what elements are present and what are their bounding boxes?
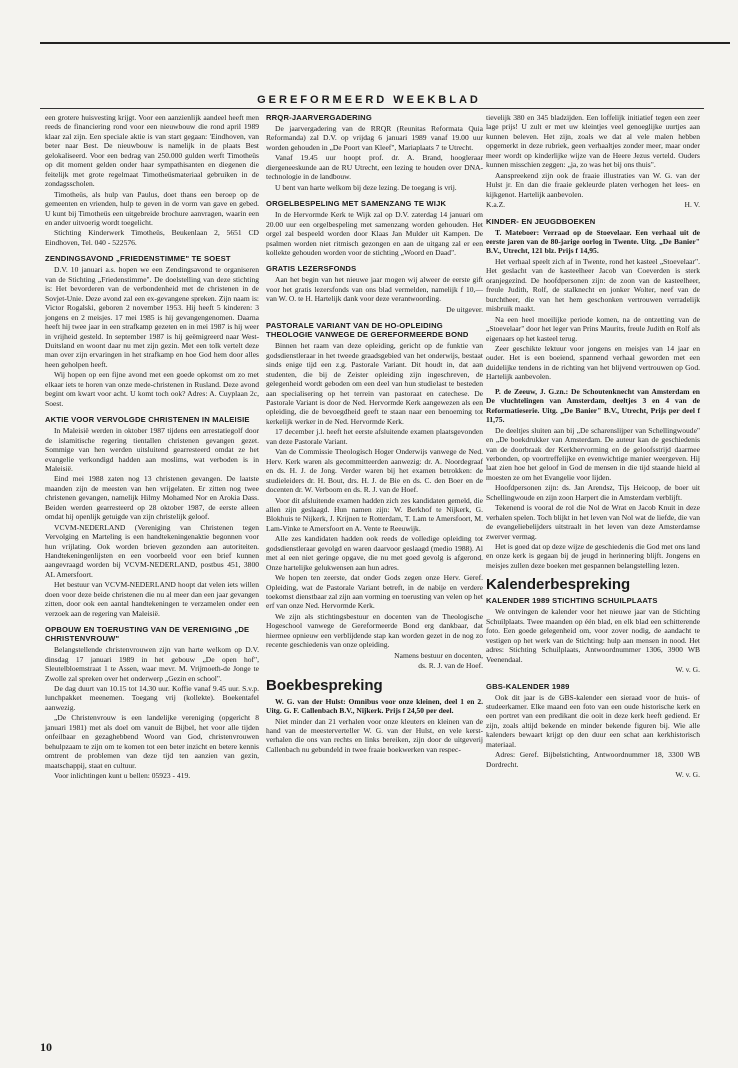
- section-heading: RRQR-JAARVERGADERING: [266, 113, 372, 122]
- paragraph: De dag duurt van 10.15 tot 14.30 uur. Koffie vanaf 9.45 uur. S.v.p. lunchpakket meenemen. Toegang vrij (kollekte). Boekentafel aanwezig.: [45, 684, 259, 712]
- paragraph: D.V. 10 januari a.s. hopen we een Zendingsavond te organiseren van de Stichting „Friedenstimme". De doelstelling van deze stichting is: Het bevorderen van de verbondenheid met de christenen in de Sovjet-Unie. Deze avond zal een ex-gevangene spreken. Zijn naam is: Victor Rogalski, geboren 2 november 1953. Hij heeft 5 kinderen: 3 jongens en 2 meisjes. 17 mei 1985 is hij gevangengenomen. Daarna heeft hij twee jaar in een strafkamp gezeten en in mei 1987 is hij weer in vrijheid gesteld. In september 1987 is hij geëmigreerd naar West-Duitsland en woont daar nu met zijn gezin. Met een tolk vertelt deze man over zijn ervaringen in het strafkamp en hoe God hem door alles heen geholpen heeft.: [45, 265, 259, 369]
- paragraph: Voor inlichtingen kunt u bellen: 05923 - 419.: [54, 771, 191, 781]
- page-number: 10: [40, 1040, 52, 1054]
- section-heading: PASTORALE VARIANT VAN DE HO-OPLEIDING THEOLOGIE VANWEGE DE GEREFORMEERDE BOND: [266, 321, 469, 340]
- section-heading: KALENDER 1989 STICHTING SCHUILPLAATS: [486, 596, 658, 606]
- paragraph: een grotere huisvesting krijgt. Voor een aanzienlijk aandeel heeft men reeds de financiering rond voor een nieuwbouw die rond april 1989 klaar zal zijn. Een speciale aktie is van start gegaan: 'Eindhoven, van beter naar Best. De nieuwbouw is namelijk in de plaats Best gelokaliseerd. Voor een bedrag van 250.000 gulden werft Timotheüs op dit moment gelden onder haar sympathisanten en diegenen die feitelijk met grote regelmaat Timotheüsmateriaal gebruiken in de zondagsscholen.: [45, 113, 259, 189]
- signature: K.a.Z.: [486, 200, 506, 210]
- paragraph: We ontvingen de kalender voor het nieuwe jaar van de Stichting Schuilplaats. Twee maanden op één blad, en elk blad een schitterende foto. Een goede gelegenheid om, voor zover nodig, de aandacht te vestigen op het werk van de Stichting: hulp aan mensen in nood. Het adres: Stichting Schuilplaats, Antwoordnummer 1306, 3900 WB Veenendaal.: [486, 607, 700, 664]
- signature: H. V.: [684, 200, 700, 210]
- paragraph: Binnen het raam van deze opleiding, gericht op de funktie van godsdienstleraar in het tweede graadsgebied van het onderwijs, bestaat sinds enige tijd een z.g. Pastorale Variant. Dit houdt in, dat aan studenten, die bij de Zeister opleiding zijn ingeschreven, de gelegenheid wordt geboden om een deel van hun studielast te besteden aan specialisering op het terrein van pastoraat en catechese. De Pastorale Variant is door de Ned. Hervormde Kerk aangewezen als een opleiding, die de bevoegdheid geeft te staan naar een benoeming tot kerkelijk werker in de Ned. Hervormde Kerk.: [266, 341, 483, 426]
- paragraph: Alle zes kandidaten hadden ook reeds de volledige opleiding tot godsdienstleraar gevolgd en waren daarvoor geslaagd (medio 1988). Al met al een niet geringe opgave, die nu met goed gevolg is afgerond. Onze hartelijke gelukwensen aan hun adres.: [266, 534, 483, 572]
- column-middle: [266, 113, 483, 755]
- paragraph: Aan het begin van het nieuwe jaar mogen wij alweer de eerste gift voor het gratis lezersfonds van ons blad vermelden, namelijk f 10,— van W. O. te H. Hartelijk dank voor deze verantwoording.: [266, 275, 483, 304]
- paragraph: Ook dit jaar is de GBS-kalender een sieraad voor de huis- of studeerkamer. Elke maand een foto van een oude historische kerk en een portret van een predikant die ooit in deze kerk heeft gediend. Er zijn, zoals altijd bekende en minder bekende figuren bij. Wie alle kalenders bewaart krijgt op den duur een schat aan kerkhistorisch materiaal.: [486, 692, 700, 749]
- paragraph: VCVM-NEDERLAND (Vereniging van Christenen tegen Vervolging en Marteling is een handtekeningenaktie begonnen voor hun vrijlating. Ook worden brieven gezonden aan autoriteiten. Handtekeningenlijsten en een voorbeeld voor een brief kunnen aangevraagd worden bij VCVM-NEDERLAND, postbus 451, 3800 AL Amersfoort.: [45, 522, 259, 579]
- paragraph: Van de Commissie Theologisch Hoger Onderwijs vanwege de Ned. Herv. Kerk waren als gecommitteerden aanwezig: dr. A. Noordegraaf en ds. H. J. de Jong. Verder waren bij het examen betrokken: de studieleiders dr. H. Bout, drs. H. J. de Bie en ds. C. den Boer en de docenten dr. W. Verboom en ds. R. J. van de Hoef.: [266, 447, 483, 495]
- signature: W. v. G.: [675, 665, 700, 675]
- paragraph: Het verhaal speelt zich af in Twente, rond het kasteel „Stoevelaar". Het geslacht van de kasteelheer Jacob van Coeverden is sterk oranjegezind. De hoofdpersonen zijn: de zoon van de kasteelheer, freule Judith, Rolf, de stalknecht en jonker Wolter, neef van de burchtheer, die van het hem geschonken vertrouwen verradelijk misbruik maakt.: [486, 256, 700, 314]
- paragraph: Vanaf 19.45 uur hoopt prof. dr. A. Brand, hoogleraar diergeneeskunde aan de RU Utrecht, een lezing te houden over DNA-technologie in de landbouw.: [266, 153, 483, 182]
- paragraph: De deeltjes sluiten aan bij „De scharenslijper van Schellingwoude" en „De boekdrukker van Amsterdam. De auteur kan de geschiedenis van de doorbraak der Kerkhervorming en de geloofsstrijd daarmee verbonden, op voortreffelijke en evenwichtige manier weergeven. Hij laat zien hoe het geloof in God de mensen in die tijd staande hield al moesten ze om het Evangelie voor lijden.: [486, 425, 700, 482]
- signature: W. v. G.: [675, 770, 700, 780]
- paragraph: We hopen ten zeerste, dat onder Gods zegen onze Herv. Geref. Opleiding, wat de Pastorale Variant betreft, in de nabije en verdere toekomst dienstbaar zal zijn aan vorming en toerusting van velen op het erf van onze Ned. Hervormde Kerk.: [266, 573, 483, 611]
- paragraph: Zeer geschikte lektuur voor jongens en meisjes van 14 jaar en ouder. Het is een boeiend, spannend verhaal geworden met een duidelijke tendens in de richting van het blijvend vertrouwen op God. Hartelijk aanbevolen.: [486, 343, 700, 382]
- section-heading: OPBOUW EN TOERUSTING VAN DE VERENIGING „DE CHRISTENVROUW": [45, 625, 250, 644]
- paragraph: tievelijk 380 en 345 bladzijden. Een loffelijk initiatief tegen een zeer lage prijs! U zult er met uw kleintjes veel genoeglijke uurtjes aan kunnen beleven. Het zijn, zoals we dat al vele malen hebben opgemerkt in deze rubriek, geen verhaaltjes zonder meer, maar onder meer wordt op kinderlijke wijze van de Heere Jezus verteld. Ouders kunnen misschien zeggen: „ja, zo was het bij ons thuis".: [486, 113, 700, 170]
- section-heading: AKTIE VOOR VERVOLGDE CHRISTENEN IN MALEISIE: [45, 415, 250, 425]
- paragraph: We zijn als stichtingsbestuur en docenten van de Theologische Hogeschool vanwege de Gereformeerde Bond erg dankbaar, dat hiermee opnieuw een verblijdende stap kan worden gezet in de nog zo recente geschiedenis van onze opleiding.: [266, 611, 483, 650]
- column-right: [486, 113, 700, 781]
- top-rule: [40, 42, 730, 44]
- paragraph: Na een heel moeilijke periode komen, na de ontzetting van de „Stoevelaar" door het leger van Prins Maurits, freule Judith en Rolf als eigenaars op het kasteel terug.: [486, 314, 700, 343]
- section-heading: GBS-KALENDER 1989: [486, 681, 570, 691]
- paragraph: Hoofdpersonen zijn: ds. Jan Arendsz, Tijs Heicoop, de boer uit Schellingwoude en zijn zoon Harpert die in Amsterdam verblijft.: [486, 483, 700, 502]
- book-reference: P. de Zeeuw, J. G.zn.: De Schoutenknecht van Amsterdam en De vluchtelingen van Amsterdam, deeltjes 3 en 4 van de Reformatieserie. Uitg. „De Banier" B.V., Utrecht, Prijs per deel f 11,75.: [486, 386, 700, 425]
- paragraph: Eind mei 1988 zaten nog 13 christenen gevangen. De laatste maanden zijn de meesten van hen vrijgelaten. Er zitten nog twee christenen gevangen, namelijk Hilmy Mohamed Nor en Arokia Dass. Beiden werden gearresteerd op 28 oktober 1987, de eerste alleen omdat hij openlijk getuigde van zijn christelijk geloof.: [45, 474, 259, 522]
- section-title-large: Boekbespreking: [266, 676, 383, 694]
- paragraph: 17 december j.l. heeft het eerste afsluitende examen plaatsgevonden van deze Pastorale Variant.: [266, 427, 483, 446]
- book-reference: T. Mateboer: Verraad op de Stoevelaar. Een verhaal uit de eerste jaren van de 80-jarige oorlog in Twente. Uitg. „De Banier" B.V., Utrecht, 121 blz. Prijs f 14,95.: [486, 227, 700, 256]
- paragraph: In Maleisië werden in oktober 1987 tijdens een arrestatiegolf door de islamitische regering tientallen christenen gevangen gezet. Sommige van hen werden uitsluitend gearresteerd omdat ze het evangelie verkondigd hadden aan moslims, wat verboden is in Maleisië.: [45, 426, 259, 473]
- paragraph: Adres: Geref. Bijbelstichting, Antwoordnummer 18, 3300 WB Dordrecht.: [486, 750, 700, 769]
- paragraph: Het bestuur van VCVM-NEDERLAND hoopt dat velen iets willen doen voor deze beide christenen die nu al meer dan een jaar gevangen zitten, door ook een aantal handtekeningen te verzamelen onder een verzoek aan de regering van Maleisië.: [45, 580, 259, 618]
- paragraph: U bent van harte welkom bij deze lezing. De toegang is vrij.: [275, 182, 457, 192]
- paragraph: Aanspreekend zijn ook de fraaie illustraties van W. G. van der Hulst jr. En dan die fraaie gekleurde platen verhogen het lees- en kijkgenot. Hartelijk aanbevolen.: [486, 170, 700, 199]
- signature: ds. R. J. van de Hoef.: [418, 661, 483, 671]
- book-reference: W. G. van der Hulst: Omnibus voor onze kleinen, deel 1 en 2. Uitg. G. F. Callenbach B.V., Nijkerk. Prijs f 24,50 per deel.: [266, 696, 483, 716]
- paragraph: In de Hervormde Kerk te Wijk zal op D.V. zaterdag 14 januari om 20.00 uur een orgelbespeling met samenzang worden gehouden. Het orgel zal bespeeld worden door Klaas Jan Mulder uit Kampen. De psalmen worden niet ritmisch gezongen en aan de uitgang zal er een kollekte gehouden worden voor de stichting „Woord en Daad".: [266, 210, 483, 257]
- section-title-large: Kalenderbespreking: [486, 576, 631, 594]
- paragraph: Tekenend is vooral de rol die Nol de Wrat en Jacob Knuit in deze verhalen spelen. Toch blijkt in het leven van Nol wat de liefde, die van de evangeliebelijders uitstraalt in het leven van deze Amsterdamse zwerver vermag.: [486, 503, 700, 541]
- paragraph: Stichting Kinderwerk Timotheüs, Beukenlaan 2, 5651 CD Eindhoven, Tel. 040 - 522576.: [45, 228, 259, 247]
- section-heading: ZENDINGSAVOND „FRIEDENSTIMME" TE SOEST: [45, 254, 231, 264]
- paragraph: Het is goed dat op deze wijze de geschiedenis die God met ons land en onze kerk is gegaan bij de jeugd in herinnering blijft. Jongens en meisjes zullen deze boeken met gespannen belangstelling lezen.: [486, 542, 700, 570]
- column-left: [45, 113, 259, 782]
- paragraph: Niet minder dan 21 verhalen voor onze kleuters en kleinen van de hand van de meesterverteller W. G. van der Hulst, en vele kerst-verhalen die ons van rechts en links bereiken, zijn door de uitgeverij Callenbach nu gebundeld in twee fraaie boekwerken van respec-: [266, 716, 483, 754]
- paragraph: Wij hopen op een fijne avond met een goede opkomst om zo met elkaar iets te horen van onze mede-christenen in Rusland. Deze avond begint om kwart voor acht. U komt toch ook? Adres: A. Cuyplaan 2c, Soest.: [45, 370, 259, 408]
- masthead: GEREFORMEERD WEEKBLAD: [257, 94, 481, 106]
- signature: De uitgever.: [446, 304, 483, 314]
- masthead-rule: [40, 108, 704, 109]
- paragraph: Timotheüs, als hulp van Paulus, doet thans een beroep op de gemeenten en vrienden, hulp te geven in de vorm van gave en gebed. U kunt bij Timotheüs een uitgebreide brochure aanvragen, waarin een en ander uitvoerig wordt toegelicht.: [45, 189, 259, 227]
- paragraph: De jaarvergadering van de RRQR (Reunitas Reformata Quia Reformanda) zal D.V. op vrijdag 6 januari 1989 vanaf 19.00 uur worden gehouden in „De Poort van Kleef", Mariaplaats 7 te Utrecht.: [266, 124, 483, 152]
- section-heading: GRATIS LEZERSFONDS: [266, 264, 357, 274]
- section-heading: KINDER- EN JEUGDBOEKEN: [486, 216, 596, 226]
- paragraph: Voor dit afsluitende examen hadden zich zes kandidaten gemeld, die allen zijn geslaagd. Hun namen zijn: W. Berkhof te Nijkerk, G. Blokhuis te Nijkerk, J. Krijnen te Rotterdam, T. Lam te Amersfoort, M. Lam-Vinke te Amersfoort en A. Vente te Reeuwijk.: [266, 495, 483, 533]
- paragraph: „De Christenvrouw is een landelijke vereniging (opgericht 8 januari 1981) met als doel om vanuit de Bijbel, het voor alle tijden onfeilbaar en gezaghebbend Woord van God, christenvrouwen behulpzaam te zijn om te komen tot een beter inzicht en betere kennis omtrent de problemen van deze tijd ten aanzien van gezin, maatschappij, staat en cultuur.: [45, 713, 259, 770]
- paragraph: Belangstellende christenvrouwen zijn van harte welkom op D.V. dinsdag 17 januari 1989 in het gebouw „De open hof", Sleutelbloemstraat 1 te Assen, waar mevr. M. Vrijmoeth-de Jonge te Zwolle zal spreken over het onderwerp „Gezin en school".: [45, 645, 259, 683]
- signature: Namens bestuur en docenten,: [394, 650, 483, 660]
- signature-row: [486, 200, 700, 209]
- section-heading: ORGELBESPELING MET SAMENZANG TE WIJK: [266, 199, 447, 209]
